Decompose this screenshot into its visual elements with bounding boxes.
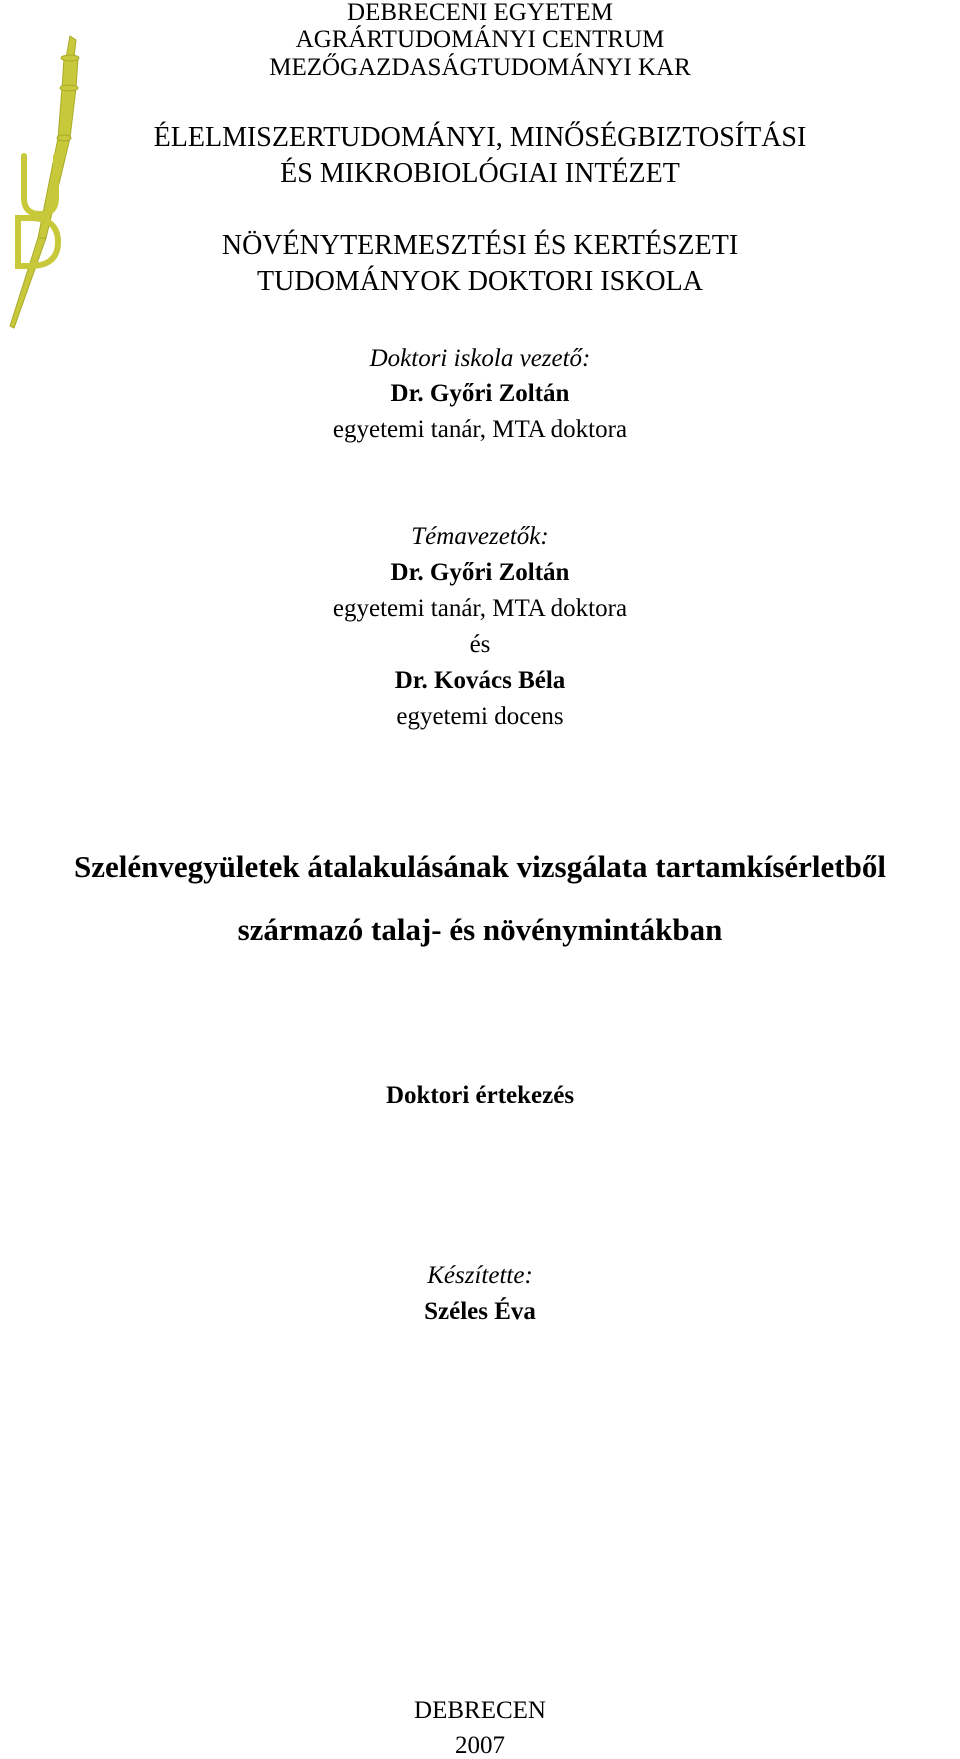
school-line-2: TUDOMÁNYOK DOKTORI ISKOLA	[257, 266, 703, 297]
author-name: Széles Éva	[424, 1298, 536, 1325]
author-label: Készítette:	[427, 1262, 533, 1289]
thesis-type: Doktori értekezés	[385, 1082, 575, 1109]
school-head-name: Dr. Győri Zoltán	[390, 380, 570, 407]
faculty-name: MEZŐGAZDASÁGTUDOMÁNYI KAR	[269, 54, 691, 81]
thesis-title-line-2: származó talaj- és növénymintákban	[237, 912, 723, 947]
supervisors-conjunction: és	[469, 631, 491, 658]
school-head-label: Doktori iskola vezető:	[369, 345, 591, 372]
supervisor-1-name: Dr. Győri Zoltán	[390, 559, 570, 586]
supervisor-1-title: egyetemi tanár, MTA doktora	[332, 595, 628, 622]
university-name: DEBRECENI EGYETEM	[347, 0, 613, 26]
footer-year: 2007	[455, 1732, 505, 1759]
supervisors-label: Témavezetők:	[411, 523, 549, 550]
school-head-title: egyetemi tanár, MTA doktora	[332, 416, 628, 443]
footer-city: DEBRECEN	[414, 1697, 546, 1724]
thesis-title-line-1: Szelénvegyületek átalakulásának vizsgálata tartamkísérletből	[74, 849, 886, 884]
school-line-1: NÖVÉNYTERMESZTÉSI ÉS KERTÉSZETI	[221, 230, 739, 261]
center-name: AGRÁRTUDOMÁNYI CENTRUM	[295, 26, 665, 53]
institute-line-2: ÉS MIKROBIOLÓGIAI INTÉZET	[280, 158, 680, 189]
institute-line-1: ÉLELMISZERTUDOMÁNYI, MINŐSÉGBIZTOSÍTÁSI	[153, 122, 807, 153]
supervisor-2-title: egyetemi docens	[396, 703, 564, 730]
supervisor-2-name: Dr. Kovács Béla	[394, 667, 566, 694]
